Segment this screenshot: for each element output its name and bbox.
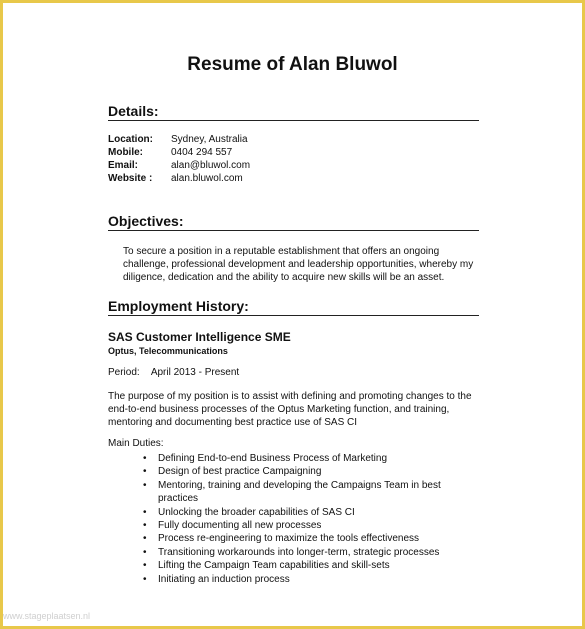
duties-label: Main Duties: bbox=[108, 438, 164, 449]
resume-page bbox=[3, 3, 582, 626]
job-company: Optus, Telecommunications bbox=[108, 346, 228, 356]
detail-email bbox=[108, 160, 250, 173]
detail-label: Website : bbox=[108, 173, 153, 184]
duty-item: • Lifting the Campaign Team capabilities and skill-sets bbox=[143, 559, 443, 572]
duty-item: • Initiating an induction process bbox=[143, 573, 443, 586]
duty-item: • Mentoring, training and developing the Campaigns Team in best practices bbox=[143, 479, 443, 506]
detail-label: Email: bbox=[108, 160, 139, 171]
duty-item: • Defining End-to-end Business Process of Marketing bbox=[143, 452, 443, 465]
job-purpose: The purpose of my position is to assist with defining and promoting changes to the end-to-end business processes of the Optus Marketing function, and training, mentoring and documenting best practice use of SAS CI bbox=[108, 391, 472, 428]
objectives-text: To secure a position in a reputable establishment that offers an ongoing challenge, professional development and leadership opportunities, whereby my diligence, dedication and the ability to acquire new skills will be an asset. bbox=[123, 246, 474, 283]
detail-mobile bbox=[108, 147, 232, 160]
detail-value: alan.bluwol.com bbox=[171, 173, 243, 184]
employment-heading: Employment History: bbox=[108, 298, 479, 316]
detail-value: 0404 294 557 bbox=[171, 147, 233, 158]
job-period bbox=[108, 366, 239, 379]
duty-item: • Transitioning workarounds into longer-term, strategic processes bbox=[143, 546, 443, 559]
duty-item: • Unlocking the broader capabilities of SAS CI bbox=[143, 506, 443, 519]
duty-item: • Design of best practice Campaigning bbox=[143, 465, 443, 478]
period-label: Period: bbox=[108, 367, 140, 378]
period-value: April 2013 - Present bbox=[150, 367, 240, 378]
watermark-text: www.stageplaatsen.nl bbox=[3, 611, 91, 621]
detail-website bbox=[108, 173, 243, 186]
duties-list bbox=[143, 452, 443, 586]
detail-value: alan@bluwol.com bbox=[171, 160, 251, 171]
duty-item: • Fully documenting all new processes bbox=[143, 519, 443, 532]
job-title: SAS Customer Intelligence SME bbox=[108, 330, 291, 344]
duty-item: • Process re-engineering to maximize the tools effectiveness bbox=[143, 532, 443, 545]
detail-value: Sydney, Australia bbox=[171, 134, 248, 145]
detail-location bbox=[108, 134, 248, 147]
objectives-heading: Objectives: bbox=[108, 213, 479, 231]
details-heading: Details: bbox=[108, 103, 479, 121]
detail-label: Mobile: bbox=[108, 147, 143, 158]
page-title: Resume of Alan Bluwol bbox=[187, 54, 398, 75]
detail-label: Location: bbox=[108, 134, 153, 145]
